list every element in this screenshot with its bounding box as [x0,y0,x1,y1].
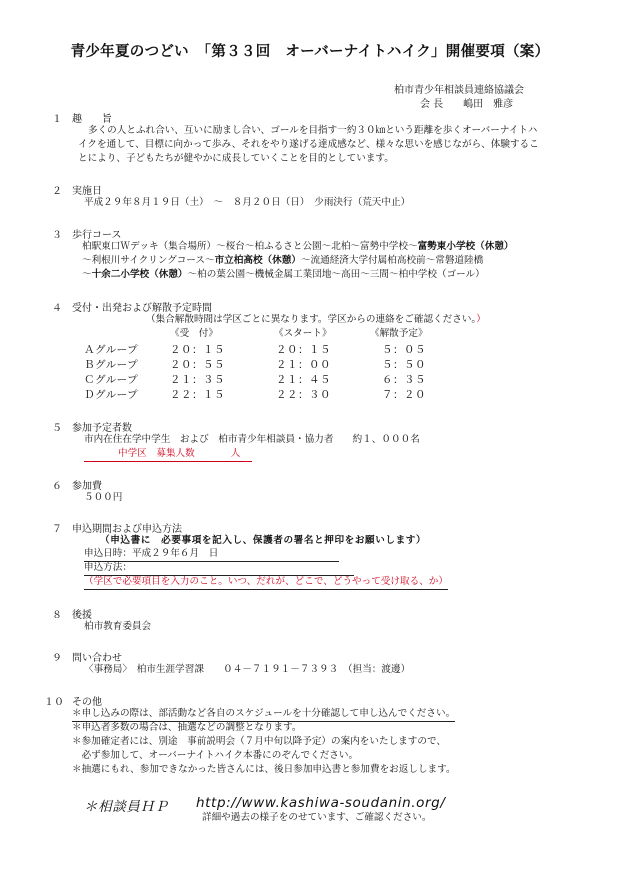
section-number-application: ７ [52,524,62,535]
section-heading-schedule: 受付・出発および解散予定時間 [72,303,212,314]
purpose-line-2: イクを通して、目標に向かって歩み、それをやり遂げる達成感など、様々な思いを感じながら、体験するこ [78,139,539,150]
section-number-other: １０ [44,697,64,708]
group-end-time: ５：５０ [382,359,426,371]
schedule-note [146,313,486,327]
group-reception-time: ２０：１５ [170,344,225,356]
course-segment: ～ [82,269,92,280]
course-rest-stop: 十余二小学校（休憩） [91,269,188,280]
group-reception-time: ２０：５５ [170,359,225,371]
group-end-time: ６：３５ [382,374,426,386]
section-number-schedule: ４ [52,303,62,314]
other-line-1: ＊申し込みの際は、部活動など各自のスケジュールを十分確認して申し込んでください。 [72,707,455,722]
application-method-line: 申込方法： [84,561,354,576]
group-end-time: ７：２０ [382,389,426,401]
course-line-1 [82,240,514,254]
document-title: 青少年夏のつどい 「第３３回 オーバーナイトハイク」開催要項（案） [70,44,550,60]
course-segment: ～利根川サイクリングコース～ [82,255,215,266]
section-heading-course: 歩行コース [72,230,122,241]
other-line-4: 必ず参加して、オーバーナイトハイク本番にのぞんでください。 [72,750,359,761]
section-number-participants: ５ [52,423,62,434]
other-line-3: ＊参加確定者には、別途 事前説明会（７月中旬以降予定）の案内をいたしますので、 [72,736,446,747]
fee-text: ５００円 [84,492,123,503]
group-start-time: ２２：３０ [276,389,331,401]
section-number-purpose: １ [52,114,62,125]
organizer-name: 柏市青少年相談員連絡協議会 [394,85,524,96]
course-segment: ～柏の葉公園～機械金属工業団地～高田～三間～柏中学校（ゴール） [187,269,485,280]
participants-quota-label: 中学区 募集人数 [118,448,195,459]
group-start-time: ２０：１５ [276,344,331,356]
homepage-url-link[interactable]: http://www.kashiwa-soudanin.org/ [196,795,446,811]
purpose-line-1: 多くの人とふれ合い、互いに励まし合い、ゴールを目指す一約３０㎞という距離を歩くオーバーナイトハ [88,125,538,136]
group-start-time: ２１：４５ [276,374,331,386]
course-segment: ～流通経済大学付属柏高校前～常磐道陸橋 [300,255,484,266]
application-date-line: 申込日時：平成２９年６月 日 [84,547,339,562]
application-red-note: （学区で必要項目を入力のこと。いつ、だれが、どこで、どうやって受け取る、か） [84,575,448,590]
section-number-date: ２ [52,186,62,197]
course-line-3 [82,268,485,282]
date-text: 平成２９年８月１９日（土） ～ ８月２０日（日） 少雨決行（荒天中止） [84,197,411,208]
section-heading-purpose: 趣 旨 [72,114,112,125]
participants-quota-unit: 人 [230,448,241,459]
group-reception-time: ２２：１５ [170,389,225,401]
group-reception-time: ２１：３５ [170,374,225,386]
course-rest-stop: 富勢東小学校（休憩） [417,241,514,252]
section-number-contact: ９ [52,653,62,664]
homepage-label: ＊相談員ＨＰ [84,799,169,815]
application-instruction: （申込書に 必要事項を記入し、保護者の署名と押印をお願いします） [100,535,427,546]
course-rest-stop: 市立柏高校（休憩） [214,255,301,266]
section-heading-contact: 問い合わせ [72,653,122,664]
group-name: Ａグループ [84,344,139,356]
course-line-2 [82,254,483,268]
section-heading-support: 後援 [72,610,92,621]
other-line-2: ＊申込者多数の場合は、抽選などの調整となります。 [72,722,302,733]
participants-text: 市内在住在学中学生 および 柏市青少年相談員・協力者 約１、０００名 [84,434,420,445]
participants-quota [84,447,252,462]
section-heading-fee: 参加費 [72,481,102,492]
section-heading-participants: 参加予定者数 [72,423,132,434]
section-number-support: ８ [52,610,62,621]
column-header-reception: 《受 付》 [170,328,218,339]
group-name: Ｃグループ [84,374,139,386]
section-heading-date: 実施日 [72,186,102,197]
group-end-time: ５：０５ [382,344,426,356]
homepage-note: 詳細や過去の様子をのせています、ご確認ください。 [202,812,432,823]
column-header-start: 《スタート》 [274,328,332,339]
section-heading-application: 申込期間および申込方法 [72,524,182,535]
other-line-5: ＊抽選にもれ、参加できなかった皆さんには、後日参加申込書と参加費をお返しします。 [72,764,456,775]
column-header-end: 《解散予定》 [370,328,428,339]
organizer-chair: 会 長 嶋田 雅彦 [420,99,514,110]
section-heading-other: その他 [72,697,102,708]
group-name: Ｂグループ [84,359,139,371]
purpose-line-3: とにより、子どもたちが健やかに成長していくことを目的としています。 [78,153,394,164]
schedule-note-text: （集合解散時間は学区ごとに異なります。学区からの連絡をご確認ください。 [146,314,477,325]
schedule-note-end: ） [476,314,486,325]
course-segment: 柏駅東口Ｗデッキ（集合場所）～桜台～柏ふるさと公園～北柏～富勢中学校～ [82,241,418,252]
group-name: Ｄグループ [84,389,139,401]
section-number-fee: ６ [52,481,62,492]
group-start-time: ２１：００ [276,359,331,371]
support-text: 柏市教育委員会 [84,621,152,632]
section-number-course: ３ [52,230,62,241]
contact-text: 〈事務局〉 柏市生涯学習課 ０４－７１９１－７３９３ （担当：渡邊） [84,664,411,675]
